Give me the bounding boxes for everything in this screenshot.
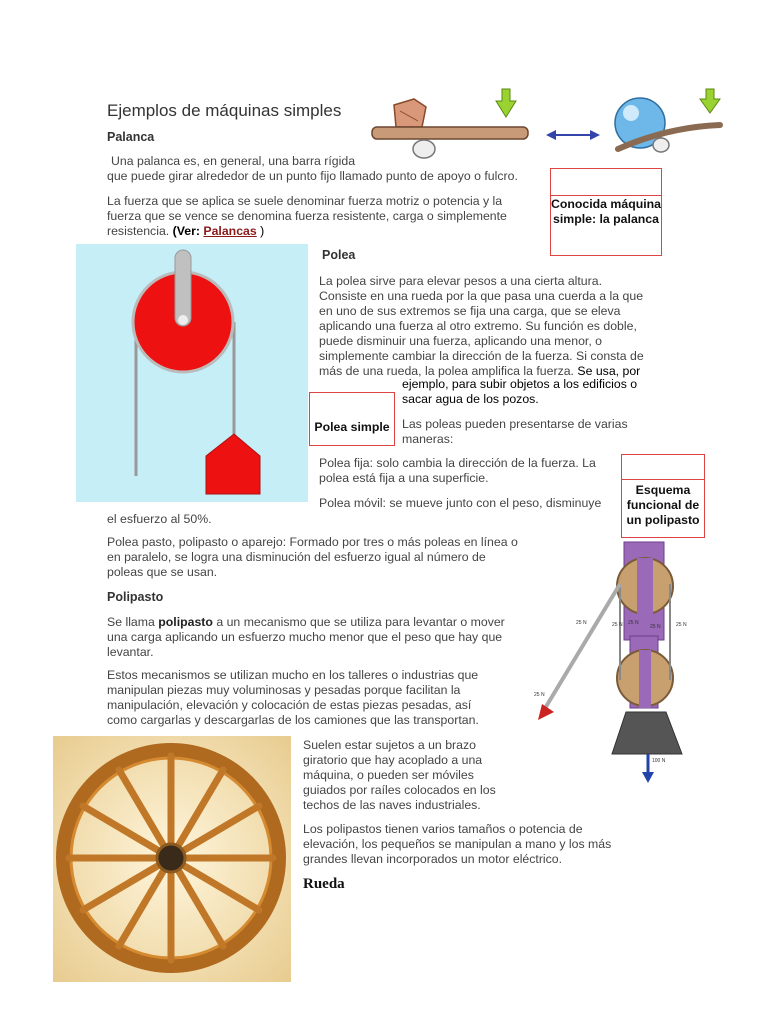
force-label: 25 N [612, 622, 623, 628]
caption-palanca: Conocida máquina simple: la palanca [551, 197, 661, 226]
caption-polipasto: Esquema funcional de un polipasto [626, 483, 700, 527]
lever-illustration [368, 83, 728, 163]
section-heading-rueda: Rueda [303, 876, 345, 892]
polea-movil-b: el esfuerzo al 50%. [107, 512, 212, 526]
palanca-paragraph-2-text: La fuerza que se aplica se suele denominar fuerza motriz o potencia y la fuerza que se vence se denomina fuerza resistente, carga o simplemente resistencia. [107, 194, 507, 238]
polipasto-p1-pre: Se llama [107, 615, 159, 629]
polipasto-p1-post: a un mecanismo que se utiliza para levantar o mover una carga aplicando un esfuerzo mucho menor que el peso que hay que levantar. [107, 615, 505, 659]
polipasto-p1-bold: polipasto [158, 615, 213, 629]
section-heading-palanca: Palanca [107, 130, 155, 144]
palanca-paragraph-2 [107, 194, 527, 239]
pulley-illustration [76, 244, 308, 502]
polea-paragraph-1 [319, 274, 652, 379]
polea-pasto: Polea pasto, polipasto o aparejo: Formado por tres o más poleas en línea o en paralelo, se logra una disminución del esfuerzo igual al número de poleas que se usan. [107, 535, 518, 579]
polea-paragraph-1-text: La polea sirve para elevar pesos a una cierta altura. Consiste en una rueda por la que pasa una cuerda a la que en uno de sus extremos se fija una carga, que se eleva aplicando una fuerza al otro extremo. Su función es doble, puede disminuir una fuerza, aplicando una menor, o simplemente cambiar la dirección de la fuerza. Si consta de más de una rueda, la polea amplifica la fuerza. [319, 274, 644, 378]
wheel-illustration [53, 736, 291, 982]
polipasto-illustration [530, 540, 700, 785]
page-title: Ejemplos de máquinas simples [107, 101, 342, 120]
polea-usage-b: ejemplo, para subir objetos a los edificios o sacar agua de los pozos. [402, 377, 638, 406]
force-label: 25 N [534, 692, 545, 698]
force-label: 100 N [652, 758, 666, 764]
ver-label: (Ver: [172, 224, 200, 238]
polipasto-paragraph-1 [107, 615, 519, 660]
section-heading-polea: Polea [322, 248, 356, 262]
polea-movil-a: Polea móvil: se mueve junto con el peso, disminuye [319, 496, 602, 510]
section-heading-polipasto: Polipasto [107, 590, 164, 604]
caption-box-polea [309, 392, 395, 446]
polipasto-paragraph-4: Los polipastos tienen varios tamaños o potencia de elevación, los pequeños se manipulan a mano y los más grandes llevan incorporados un motor eléctrico. [303, 822, 612, 866]
polipasto-paragraph-2: Estos mecanismos se utilizan mucho en los talleres o industrias que manipulan piezas muy voluminosas y pesadas porque facilitan la manipulación, elevación y colocación de estas piezas pesadas, así como cargarlas y descargarlas de los camiones que las transportan. [107, 668, 479, 727]
caption-box-palanca [550, 168, 662, 256]
force-label: 25 N [628, 620, 639, 626]
polea-paragraph-2: Las poleas pueden presentarse de varias maneras: [402, 417, 628, 446]
force-label: 25 N [576, 620, 587, 626]
caption-polea: Polea simple [314, 420, 390, 434]
ver-close: ) [260, 224, 265, 238]
force-label: 25 N [650, 624, 661, 630]
caption-box-polipasto [621, 454, 705, 538]
palanca-paragraph-1-line-1: Una palanca es, en general, una barra rígida [111, 154, 356, 168]
palanca-paragraph-1-line-2: que puede girar alrededor de un punto fijo llamado punto de apoyo o fulcro. [107, 169, 518, 183]
palancas-link[interactable]: Palancas [203, 224, 257, 238]
polea-fija: Polea fija: solo cambia la dirección de la fuerza. La polea está fija a una superficie. [319, 456, 596, 485]
polea-usage-a: Se usa, por [577, 364, 641, 378]
polipasto-paragraph-3: Suelen estar sujetos a un brazo giratorio que hay acoplado a una máquina, o pueden ser móviles guiados por raíles colocados en los techos de las naves industriales. [303, 738, 496, 812]
force-label: 25 N [676, 622, 687, 628]
